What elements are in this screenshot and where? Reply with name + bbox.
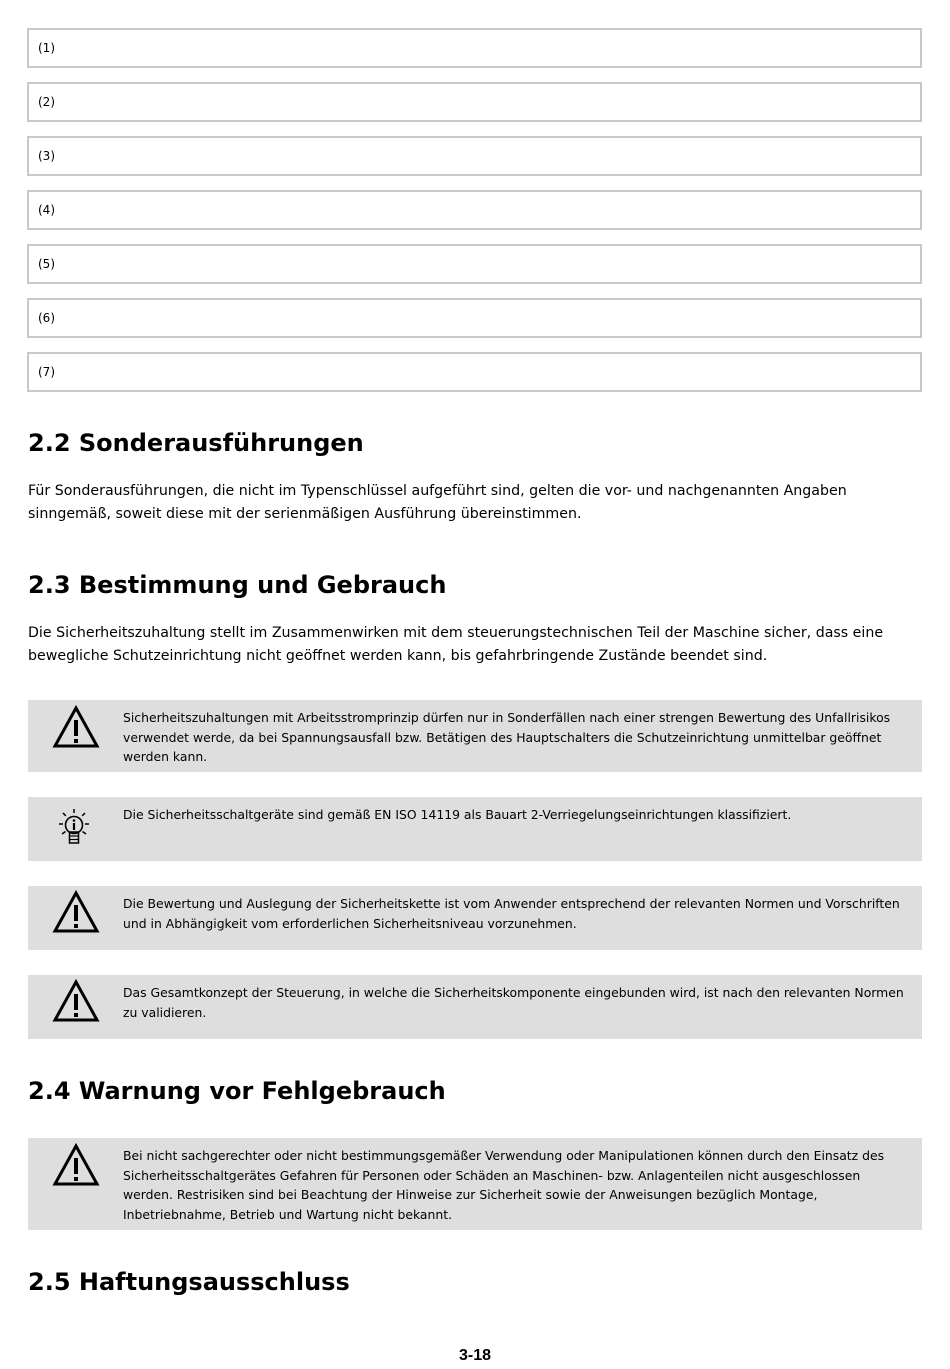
notice-text: Das Gesamtkonzept der Steuerung, in welche die Sicherheitskomponente eingebunden wird, ist nach den relevanten Normen zu validieren. <box>123 985 904 1020</box>
info-bulb-icon <box>50 807 98 851</box>
field-2[interactable]: (2) <box>27 82 922 122</box>
warning-notice <box>28 886 922 950</box>
field-4[interactable]: (4) <box>27 190 922 230</box>
field-3[interactable]: (3) <box>27 136 922 176</box>
info-notice <box>28 797 922 861</box>
notice-text: Die Sicherheitsschaltgeräte sind gemäß EN ISO 14119 als Bauart 2-Verriegelungseinrichtungen klassifiziert. <box>123 807 792 822</box>
notice-text: Sicherheitszuhaltungen mit Arbeitsstromprinzip dürfen nur in Sonderfällen nach einer strengen Bewertung des Unfallrisikos verwendet werde, da bei Spannungsausfall bzw. Betätigen des Hauptschalters die Schutzeinrichtung unmittelbar geöffnet werden kann. <box>123 710 891 765</box>
warning-icon <box>52 1143 100 1187</box>
warning-notice <box>28 700 922 772</box>
section-2-3-heading: 2.3 Bestimmung und Gebrauch <box>28 571 447 599</box>
section-2-4-heading: 2.4 Warnung vor Fehlgebrauch <box>28 1077 446 1105</box>
warning-notice <box>28 975 922 1039</box>
field-7[interactable]: (7) <box>27 352 922 392</box>
section-2-2-heading: 2.2 Sonderausführungen <box>28 429 364 457</box>
field-6[interactable]: (6) <box>27 298 922 338</box>
page-number: 3-18 <box>458 1347 492 1364</box>
field-5[interactable]: (5) <box>27 244 922 284</box>
section-2-2-text: Für Sonderausführungen, die nicht im Typenschlüssel aufgeführt sind, gelten die vor- und nachgenannten Angaben sinngemäß, soweit diese mit der serienmäßigen Ausführung übereinstimmen. <box>28 483 847 522</box>
notice-text: Die Bewertung und Auslegung der Sicherheitskette ist vom Anwender entsprechend der relevanten Normen und Vorschriften und in Abhängigkeit vom erforderlichen Sicherheitsniveau vorzunehmen. <box>123 896 900 931</box>
warning-icon <box>52 705 100 749</box>
warning-icon <box>52 890 100 934</box>
field-1[interactable]: (1) <box>27 28 922 68</box>
warning-notice <box>28 1138 922 1230</box>
warning-icon <box>52 979 100 1023</box>
numbered-fields <box>27 28 922 406</box>
notice-text: Bei nicht sachgerechter oder nicht bestimmungsgemäßer Verwendung oder Manipulationen können durch den Einsatz des Sicherheitsschaltgerätes Gefahren für Personen oder Schäden an Maschinen- bzw. Anlagenteilen nicht ausgeschlossen werden. Restrisiken sind bei Beachtung der Hinweise zur Sicherheit sowie der Anweisungen bezüglich Montage, Inbetriebnahme, Betrieb und Wartung nicht bekannt. <box>123 1148 885 1222</box>
section-2-3-text: Die Sicherheitszuhaltung stellt im Zusammenwirken mit dem steuerungstechnischen Teil der Maschine sicher, dass eine bewegliche Schutzeinrichtung nicht geöffnet werden kann, bis gefahrbringende Zustände beendet sind. <box>28 625 884 664</box>
section-2-5-heading: 2.5 Haftungsausschluss <box>28 1268 350 1296</box>
